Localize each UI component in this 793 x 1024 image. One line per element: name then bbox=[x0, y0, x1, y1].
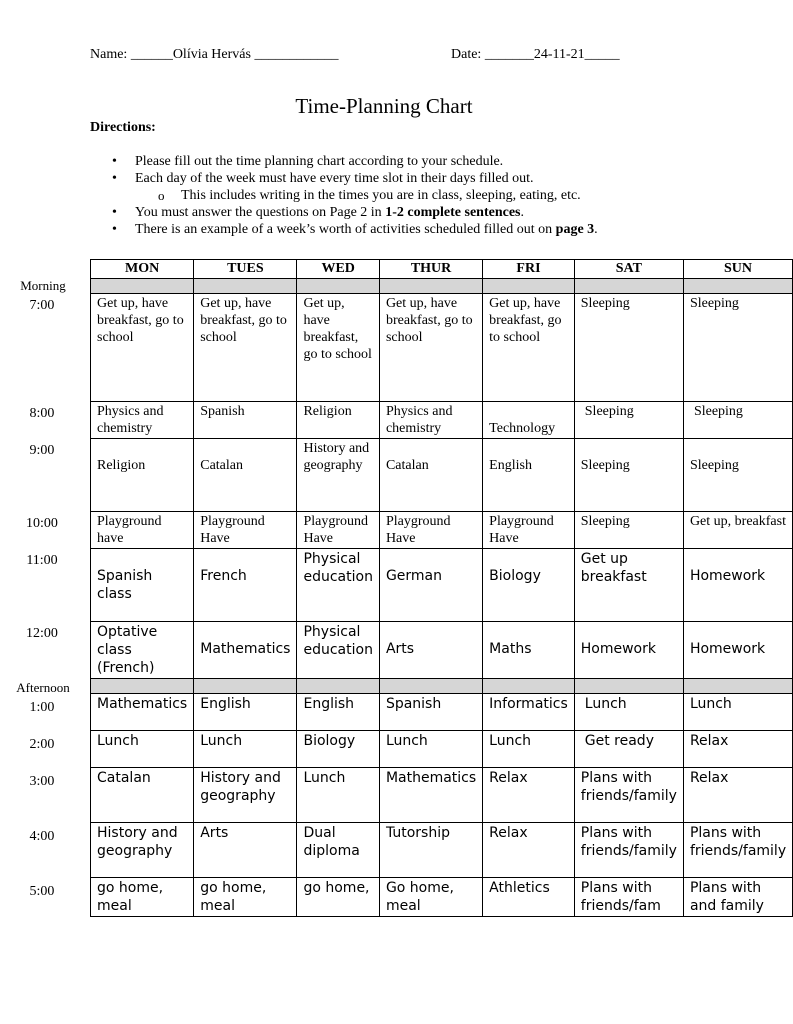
day-header: MON bbox=[91, 260, 194, 279]
schedule-cell[interactable]: Plans with and family bbox=[683, 878, 792, 917]
schedule-cell[interactable]: German bbox=[379, 549, 482, 622]
sub-bullet-icon: o bbox=[158, 188, 165, 203]
schedule-cell[interactable]: Lunch bbox=[483, 731, 575, 768]
schedule-cell[interactable]: Maths bbox=[483, 622, 575, 679]
schedule-cell[interactable]: Relax bbox=[683, 731, 792, 768]
schedule-cell[interactable]: History and geography bbox=[91, 823, 194, 878]
time-label: 3:00 bbox=[29, 774, 55, 789]
table-row bbox=[91, 549, 793, 622]
direction-item: • There is an example of a week’s worth of activities scheduled filled out on page 3. bbox=[112, 222, 598, 237]
schedule-cell[interactable]: Catalan bbox=[194, 439, 297, 512]
schedule-cell[interactable]: Get up, have breakfast, go to school bbox=[91, 294, 194, 402]
schedule-cell[interactable]: Technology bbox=[483, 402, 575, 439]
schedule-cell[interactable]: Dual diploma bbox=[297, 823, 379, 878]
schedule-cell[interactable]: Lunch bbox=[91, 731, 194, 768]
schedule-cell[interactable]: Get up, have breakfast, go to school bbox=[379, 294, 482, 402]
morning-band bbox=[91, 279, 793, 294]
schedule-cell[interactable]: Catalan bbox=[379, 439, 482, 512]
schedule-cell[interactable]: Sleeping bbox=[683, 294, 792, 402]
schedule-cell[interactable]: French bbox=[194, 549, 297, 622]
direction-item: • Please fill out the time planning chart according to your schedule. bbox=[112, 154, 504, 169]
schedule-cell[interactable]: Get up, breakfast bbox=[683, 512, 792, 549]
schedule-cell[interactable]: Lunch bbox=[683, 694, 792, 731]
schedule-cell[interactable]: Biology bbox=[297, 731, 379, 768]
day-header: THUR bbox=[379, 260, 482, 279]
direction-item: • You must answer the questions on Page 2 in 1-2 complete sentences. bbox=[112, 205, 524, 220]
schedule-cell[interactable]: Arts bbox=[194, 823, 297, 878]
day-header: WED bbox=[297, 260, 379, 279]
section-label-afternoon: Afternoon bbox=[16, 680, 70, 695]
time-label: 5:00 bbox=[29, 884, 55, 899]
time-planning-table bbox=[90, 259, 793, 917]
table-row bbox=[91, 768, 793, 823]
schedule-cell[interactable]: Plans with friends/fam bbox=[574, 878, 683, 917]
schedule-cell[interactable]: Sleeping bbox=[683, 402, 792, 439]
schedule-cell[interactable]: Spanish bbox=[379, 694, 482, 731]
schedule-cell[interactable]: Plans with friends/family bbox=[683, 823, 792, 878]
schedule-cell[interactable]: Sleeping bbox=[574, 512, 683, 549]
schedule-cell[interactable]: Lunch bbox=[379, 731, 482, 768]
schedule-cell[interactable]: Tutorship bbox=[379, 823, 482, 878]
schedule-cell[interactable]: Homework bbox=[683, 549, 792, 622]
time-label: 4:00 bbox=[29, 829, 55, 844]
day-header: FRI bbox=[483, 260, 575, 279]
schedule-cell[interactable]: Sleeping bbox=[574, 294, 683, 402]
schedule-cell[interactable]: Mathematics bbox=[91, 694, 194, 731]
schedule-cell[interactable]: Physics and chemistry bbox=[91, 402, 194, 439]
time-label: 10:00 bbox=[26, 516, 58, 531]
schedule-cell[interactable]: Biology bbox=[483, 549, 575, 622]
schedule-cell[interactable]: Get up, have breakfast, go to school bbox=[297, 294, 379, 402]
schedule-cell[interactable]: Get up, have breakfast, go to school bbox=[194, 294, 297, 402]
schedule-cell[interactable]: Get up, have breakfast, go to school bbox=[483, 294, 575, 402]
schedule-cell[interactable]: Mathematics bbox=[379, 768, 482, 823]
schedule-cell[interactable]: Athletics bbox=[483, 878, 575, 917]
schedule-cell[interactable]: Relax bbox=[683, 768, 792, 823]
page-title: Time-Planning Chart bbox=[295, 94, 473, 118]
schedule-cell[interactable]: Playground Have bbox=[379, 512, 482, 549]
table-row bbox=[91, 823, 793, 878]
table-row bbox=[91, 294, 793, 402]
schedule-cell[interactable]: Playground Have bbox=[297, 512, 379, 549]
schedule-cell[interactable]: Religion bbox=[297, 402, 379, 439]
bullet-icon: • bbox=[112, 171, 117, 186]
time-label: 7:00 bbox=[29, 298, 55, 313]
schedule-cell[interactable]: Physical education bbox=[297, 549, 379, 622]
schedule-cell[interactable]: Lunch bbox=[194, 731, 297, 768]
schedule-cell[interactable]: History and geography bbox=[297, 439, 379, 512]
schedule-cell[interactable]: Homework bbox=[574, 622, 683, 679]
day-header: TUES bbox=[194, 260, 297, 279]
schedule-cell[interactable]: Physical education bbox=[297, 622, 379, 679]
table-row bbox=[91, 622, 793, 679]
schedule-cell[interactable]: Optative class (French) bbox=[91, 622, 194, 679]
time-label: 12:00 bbox=[26, 626, 58, 641]
schedule-cell[interactable]: Get ready bbox=[574, 731, 683, 768]
day-header: SAT bbox=[574, 260, 683, 279]
schedule-cell[interactable]: Relax bbox=[483, 768, 575, 823]
table-header-row bbox=[91, 260, 793, 279]
schedule-cell[interactable]: go home, meal bbox=[91, 878, 194, 917]
day-header: SUN bbox=[683, 260, 792, 279]
schedule-cell[interactable]: Get up breakfast bbox=[574, 549, 683, 622]
schedule-cell[interactable]: Homework bbox=[683, 622, 792, 679]
bullet-icon: • bbox=[112, 205, 117, 220]
schedule-cell[interactable]: English bbox=[483, 439, 575, 512]
directions-list bbox=[90, 153, 730, 238]
table-row bbox=[91, 878, 793, 917]
schedule-cell[interactable]: Mathematics bbox=[194, 622, 297, 679]
schedule-cell[interactable]: Arts bbox=[379, 622, 482, 679]
schedule-cell[interactable]: History and geography bbox=[194, 768, 297, 823]
schedule-cell[interactable]: Sleeping bbox=[574, 402, 683, 439]
schedule-cell[interactable]: Spanish bbox=[194, 402, 297, 439]
schedule-cell[interactable]: English bbox=[297, 694, 379, 731]
schedule-cell[interactable]: Playground Have bbox=[483, 512, 575, 549]
table-row bbox=[91, 439, 793, 512]
schedule-cell[interactable]: Go home, meal bbox=[379, 878, 482, 917]
date-field: Date: _______24-11-21_____ bbox=[451, 47, 620, 62]
time-label: 2:00 bbox=[29, 737, 55, 752]
direction-item: • Each day of the week must have every time slot in their days filled out. bbox=[112, 171, 534, 186]
schedule-cell[interactable]: Informatics bbox=[483, 694, 575, 731]
schedule-cell[interactable]: Physics and chemistry bbox=[379, 402, 482, 439]
schedule-cell[interactable]: Relax bbox=[483, 823, 575, 878]
section-label-morning: Morning bbox=[20, 278, 66, 293]
schedule-cell[interactable]: Religion bbox=[91, 439, 194, 512]
schedule-cell[interactable]: go home, bbox=[297, 878, 379, 917]
name-field: Name: ______Olívia Hervás ____________ bbox=[90, 47, 339, 62]
schedule-cell[interactable]: Playground have bbox=[91, 512, 194, 549]
schedule-cell[interactable]: Catalan bbox=[91, 768, 194, 823]
bullet-icon: • bbox=[112, 222, 117, 237]
schedule-cell[interactable]: English bbox=[194, 694, 297, 731]
schedule-cell[interactable]: Playground Have bbox=[194, 512, 297, 549]
table-row bbox=[91, 694, 793, 731]
direction-subitem: o This includes writing in the times you are in class, sleeping, eating, etc. bbox=[158, 188, 581, 203]
table-row bbox=[91, 731, 793, 768]
directions-label: Directions: bbox=[90, 120, 156, 135]
schedule-cell[interactable]: Lunch bbox=[297, 768, 379, 823]
schedule-cell[interactable]: Lunch bbox=[574, 694, 683, 731]
schedule-cell[interactable]: Sleeping bbox=[683, 439, 792, 512]
time-label: 11:00 bbox=[26, 553, 58, 568]
schedule-cell[interactable]: Spanish class bbox=[91, 549, 194, 622]
time-label: 1:00 bbox=[29, 700, 55, 715]
bullet-icon: • bbox=[112, 154, 117, 169]
table-row bbox=[91, 402, 793, 439]
time-label: 9:00 bbox=[29, 443, 55, 458]
time-label: 8:00 bbox=[29, 406, 55, 421]
schedule-cell[interactable]: Plans with friends/family bbox=[574, 768, 683, 823]
table-row bbox=[91, 512, 793, 549]
schedule-cell[interactable]: Sleeping bbox=[574, 439, 683, 512]
schedule-cell[interactable]: go home, meal bbox=[194, 878, 297, 917]
schedule-cell[interactable]: Plans with friends/family bbox=[574, 823, 683, 878]
afternoon-band bbox=[91, 679, 793, 694]
